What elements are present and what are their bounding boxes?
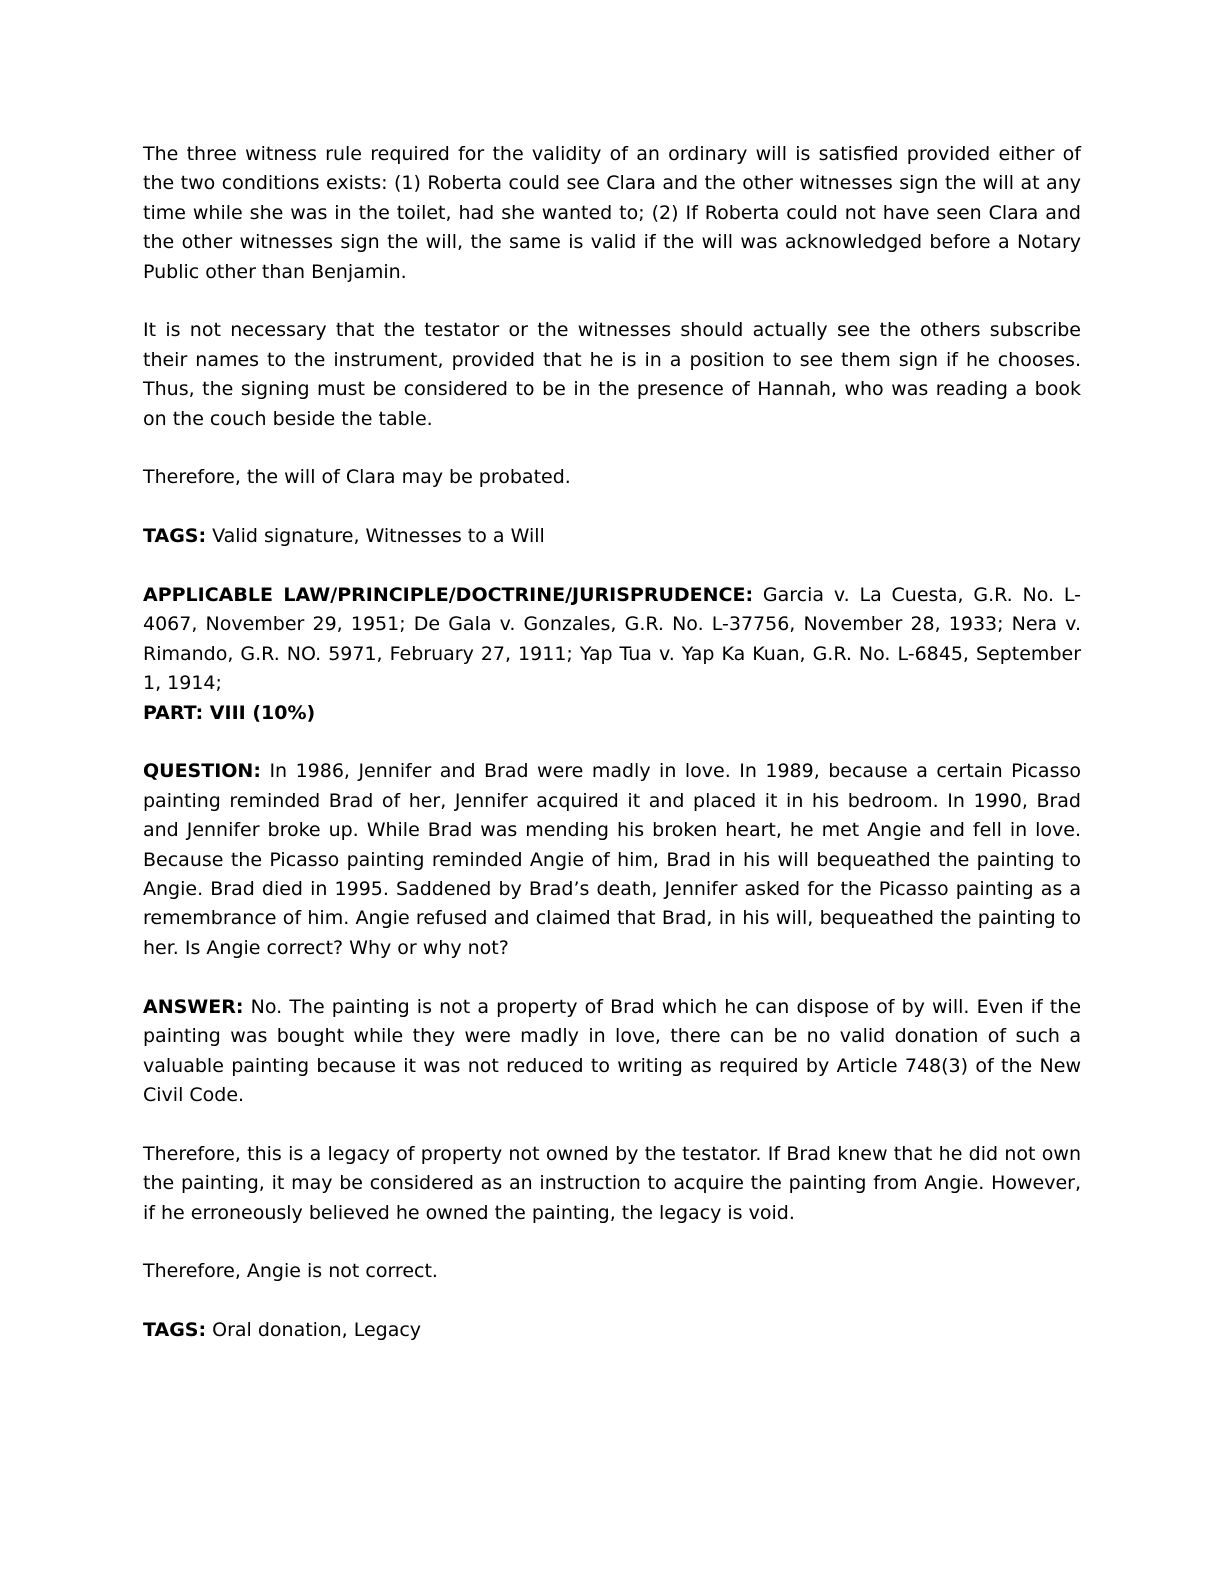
paragraph-answer (143, 993, 1081, 1111)
paragraph-question (143, 757, 1081, 963)
paragraph-applicable-law (143, 581, 1081, 699)
part-label: PART: VIII (10%) (143, 701, 316, 724)
paragraph-conclusion-angie: Therefore, Angie is not correct. (143, 1260, 438, 1283)
paragraph-part-heading (143, 699, 1081, 728)
tags-value: Valid signature, Witnesses to a Will (212, 525, 545, 548)
paragraph-tags-donation (143, 1316, 1081, 1345)
paragraph-three-witness-rule: The three witness rule required for the validity of an ordinary will is satisfied provided either of the two conditions exists: (1) Roberta could see Clara and the other witnesses sign the will at any time while she was in the toilet, had she wanted to; (2) If Roberta could not have seen Clara and the other witnesses sign the will, the same is valid if the will was acknowledged before a Notary Public other than Benjamin. (143, 143, 1081, 283)
tags-label: TAGS: (143, 525, 207, 548)
tags-label-2: TAGS: (143, 1319, 207, 1342)
paragraph-presence-doctrine: It is not necessary that the testator or the witnesses should actually see the others subscribe their names to the instrument, provided that he is in a position to see them sign if he chooses. Thus, the signing must be considered to be in the presence of Hannah, who was reading a book on the couch beside the table. (143, 319, 1081, 430)
answer-text: No. The painting is not a property of Brad which he can dispose of by will. Even if the painting was bought while they were madly in love, there can be no valid donation of such a valuable painting because it was not reduced to writing as required by Article 748(3) of the New Civil Code. (143, 995, 1082, 1106)
applicable-law-label: APPLICABLE LAW/PRINCIPLE/DOCTRINE/JURISPRUDENCE: (143, 584, 754, 607)
paragraph-legacy-analysis: Therefore, this is a legacy of property not owned by the testator. If Brad knew that he did not own the painting, it may be considered as an instruction to acquire the painting from Angie. However, if he erroneously believed he owned the painting, the legacy is void. (143, 1142, 1081, 1224)
answer-label: ANSWER: (143, 995, 244, 1018)
applicable-law-citations: Garcia v. La Cuesta, G.R. No. L-4067, November 29, 1951; De Gala v. Gonzales, G.R. No. L-37756, November 28, 1933; Nera v. Rimando, G.R. NO. 5971, February 27, 1911; Yap Tua v. Yap Ka Kuan, G.R. No. L-6845, September 1, 1914; (143, 584, 1081, 695)
tags-value-2: Oral donation, Legacy (212, 1319, 422, 1342)
question-text: In 1986, Jennifer and Brad were madly in love. In 1989, because a certain Picasso painting reminded Brad of her, Jennifer acquired it and placed it in his bedroom. In 1990, Brad and Jennifer broke up. While Brad was mending his broken heart, he met Angie and fell in love. Because the Picasso painting reminded Angie of him, Brad in his will bequeathed the painting to Angie. Brad died in 1995. Saddened by Brad’s death, Jennifer asked for the Picasso painting as a remembrance of him. Angie refused and claimed that Brad, in his will, bequeathed the painting to her. Is Angie correct? Why or why not? (143, 760, 1081, 959)
paragraph-conclusion-probate: Therefore, the will of Clara may be probated. (143, 466, 571, 489)
paragraph-tags-witnesses (143, 522, 1081, 551)
question-label: QUESTION: (143, 760, 261, 783)
